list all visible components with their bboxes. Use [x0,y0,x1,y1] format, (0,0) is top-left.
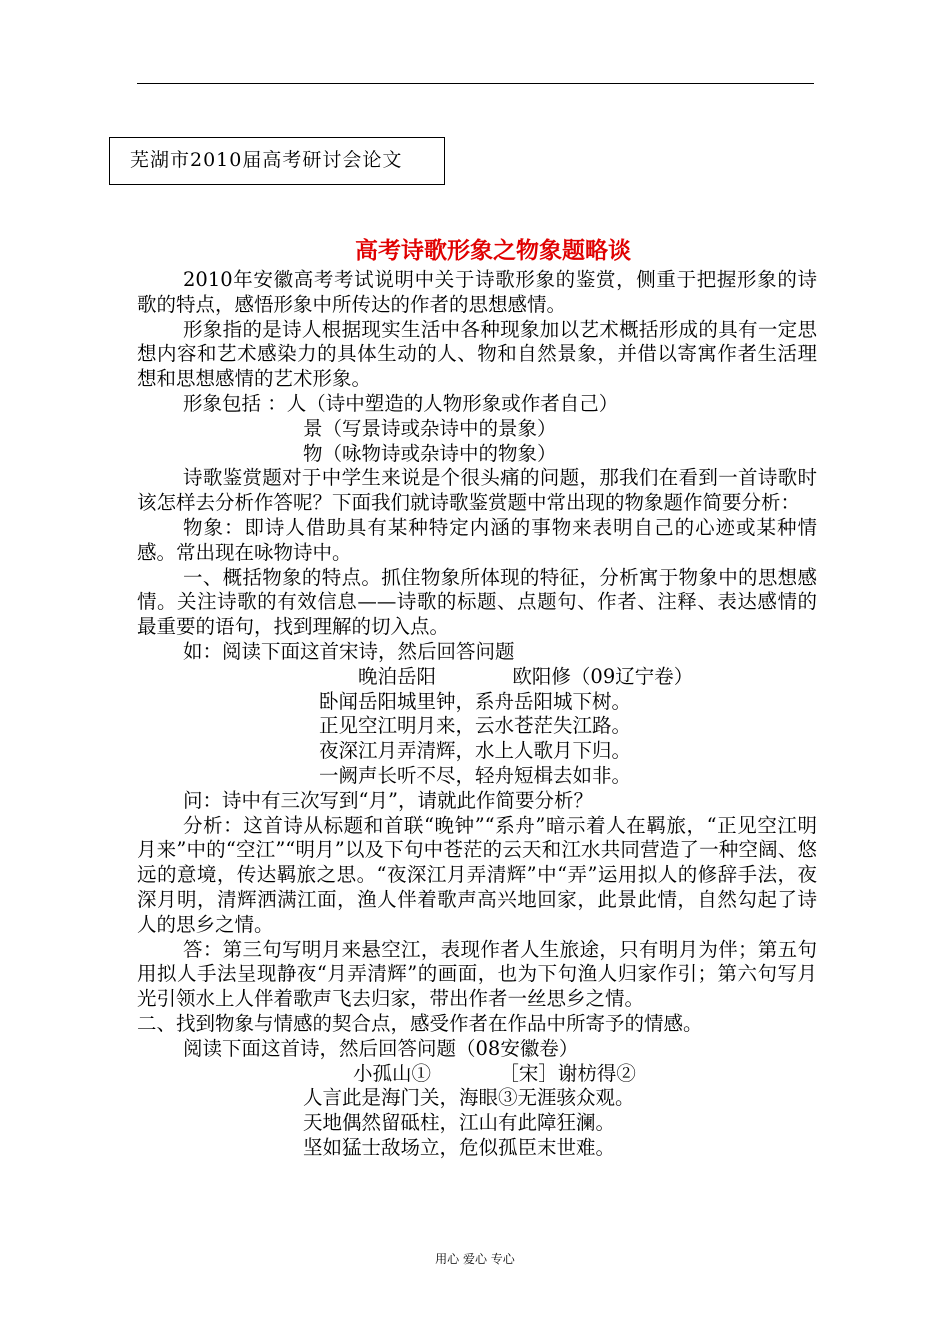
poem2-line: 人言此是海门关，海眼③无涯骇众观。 [303,1086,635,1110]
poem1-line: 正见空江明月来，云水苍茫失江路。 [319,714,632,738]
analysis-1: 分析：这首诗从标题和首联“晚钟”“系舟”暗示着人在羁旅，“正见空江明月来”中的“空江”“明月”以及下句中苍茫的云天和江水共同营造了一种空阔、悠远的意境，传达羁旅之思。“夜深江月弄清辉”中“弄”运用拟人的修辞手法，夜深月明，清辉洒满江面，渔人伴着歌声高兴地回家，此景此情，自然勾起了诗人的思乡之情。 [137,813,817,936]
poem1-line: 一阙声长听不尽，轻舟短楫去如非。 [319,763,632,787]
poem1-body [137,690,817,789]
header-rule [137,83,814,84]
poem2-line: 天地偶然留砥柱，江山有此障狂澜。 [303,1111,616,1135]
paragraph-problem: 诗歌鉴赏题对于中学生来说是个很头痛的问题，那我们在看到一首诗歌时该怎样去分析作答呢？下面我们就诗歌鉴赏题中常出现的物象题作简要分析： [137,466,817,515]
category-object: 物（咏物诗或杂诗中的物象） [303,441,557,465]
poem1-line: 夜深江月弄清辉，水上人歌月下归。 [319,739,632,763]
category-person: 形象包括 ：人（诗中塑造的人物形象或作者自己） [183,391,619,415]
paragraph-intro: 2010年安徽高考考试说明中关于诗歌形象的鉴赏，侧重于把握形象的诗歌的特点，感悟形象中所传达的作者的思想感情。 [137,268,817,316]
article-title: 高考诗歌形象之物象题略谈 [355,238,631,264]
poem1-author: 欧阳修（09辽宁卷） [512,664,694,688]
paragraph-example-2: 阅读下面这首诗，然后回答问题（08安徽卷） [183,1036,579,1060]
paragraph-categories [137,392,817,466]
poem2-title: 小孤山① [353,1061,432,1085]
answer-1: 答：第三句写明月来悬空江，表现作者人生旅途，只有明月为伴；第五句用拟人手法呈现静夜“月弄清辉”的画面，也为下句渔人归家作引；第六句写月光引领水上人伴着歌声飞去归家，带出作者一丝思乡之情。 [137,937,817,1011]
poem1-heading [137,665,817,690]
article-body [137,268,817,1161]
poem2-line: 坚如猛士敌场立，危似孤臣末世难。 [303,1135,616,1159]
poem1-title: 晚泊岳阳 [358,664,437,688]
page-footer: 用心 爱心 专心 [435,1252,515,1266]
paragraph-section-1: 一、概括物象的特点。抓住物象所体现的特征，分析寓于物象中的思想感情。关注诗歌的有效信息——诗歌的标题、点题句、作者、注释、表达感情的最重要的语句，找到理解的切入点。 [137,565,817,639]
poem2-author: ［宋］谢枋得② [499,1061,636,1085]
header-box-label: 芜湖市2010届高考研讨会论文 [109,137,445,185]
paragraph-object-def: 物象：即诗人借助具有某种特定内涵的事物来表明自己的心迹或某种情感。常出现在咏物诗中。 [137,515,817,564]
section-2-heading: 二、找到物象与情感的契合点，感受作者在作品中所寄予的情感。 [137,1011,703,1035]
paragraph-example-1: 如：阅读下面这首宋诗，然后回答问题 [183,639,515,663]
paragraph-definition: 形象指的是诗人根据现实生活中各种现象加以艺术概括形成的具有一定思想内容和艺术感染力的具体生动的人、物和自然景象，并借以寄寓作者生活理想和思想感情的艺术形象。 [137,317,817,391]
poem1-line: 卧闻岳阳城里钟，系舟岳阳城下树。 [319,689,632,713]
question-1: 问：诗中有三次写到“月”，请就此作简要分析？ [183,788,593,812]
poem2-body [137,1086,817,1160]
category-scene: 景（写景诗或杂诗中的景象） [303,416,557,440]
poem2-heading [137,1062,817,1087]
